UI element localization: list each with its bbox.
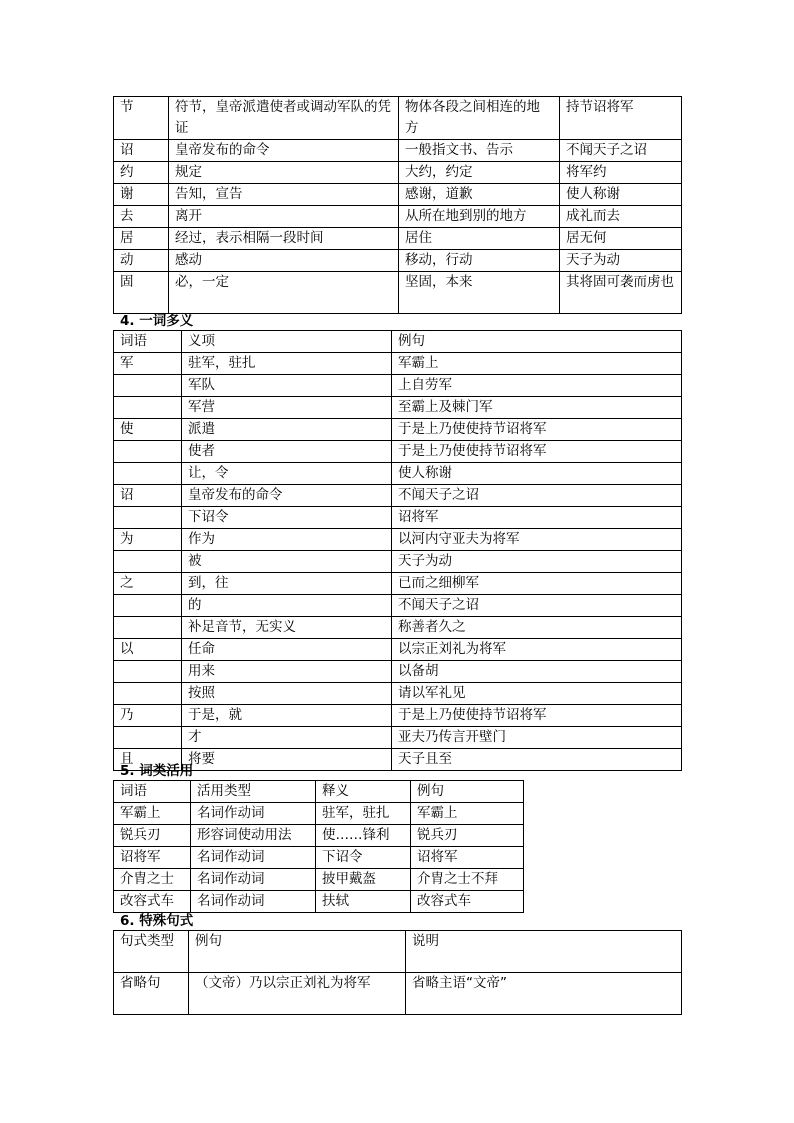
table-cell: 改容式车 — [114, 891, 191, 913]
table-cell: 将要 — [182, 749, 392, 771]
table-cell: 被 — [182, 551, 392, 573]
table-cell: 于是，就 — [182, 705, 392, 727]
table-cell: 乃 — [114, 705, 182, 727]
table-cell: 披甲戴盔 — [316, 869, 411, 891]
table-row — [114, 617, 682, 639]
table-cell: 使人称谢 — [560, 184, 682, 206]
table-cell: 改容式车 — [411, 891, 524, 913]
table-cell: 军营 — [182, 397, 392, 419]
table-cell: 名词作动词 — [191, 803, 316, 825]
table-cell: 于是上乃使使持节诏将军 — [392, 705, 682, 727]
table-cell: 离开 — [169, 206, 399, 228]
table-cell: 诏将军 — [392, 507, 682, 529]
table-cell: 才 — [182, 727, 392, 749]
table-row — [114, 573, 682, 595]
table-cell: 为 — [114, 529, 182, 551]
table-cell: 的 — [182, 595, 392, 617]
table-cell: 锐兵刃 — [114, 825, 191, 847]
table-row — [114, 749, 682, 771]
table-cell: 固 — [114, 272, 169, 314]
table-cell: 去 — [114, 206, 169, 228]
table-row — [114, 463, 682, 485]
header-row — [114, 781, 524, 803]
table-cell: 称善者久之 — [392, 617, 682, 639]
table-row — [114, 272, 682, 314]
table-cell: 以备胡 — [392, 661, 682, 683]
table-cell: 约 — [114, 162, 169, 184]
table-cell: 驻军，驻扎 — [316, 803, 411, 825]
table-cell: 按照 — [182, 683, 392, 705]
table-cell: 节 — [114, 97, 169, 140]
table-row — [114, 250, 682, 272]
column-header: 义项 — [182, 331, 392, 353]
table-cell — [114, 727, 182, 749]
table-cell: 名词作动词 — [191, 847, 316, 869]
table-cell: 必，一定 — [169, 272, 399, 314]
table-cell: 诏将军 — [411, 847, 524, 869]
table-cell: 移动，行动 — [399, 250, 560, 272]
table-row — [114, 507, 682, 529]
table-row — [114, 162, 682, 184]
table-cell: 军霸上 — [392, 353, 682, 375]
table-cell: 请以军礼见 — [392, 683, 682, 705]
table-cell: 感谢，道歉 — [399, 184, 560, 206]
table-cell — [114, 507, 182, 529]
table-cell: 让，令 — [182, 463, 392, 485]
table-row — [114, 419, 682, 441]
table-cell: 以宗正刘礼为将军 — [392, 639, 682, 661]
column-header: 例句 — [392, 331, 682, 353]
table-cell: 成礼而去 — [560, 206, 682, 228]
table-cell: 居无何 — [560, 228, 682, 250]
table-cell: 持节诏将军 — [560, 97, 682, 140]
table-cell: 于是上乃使使持节诏将军 — [392, 419, 682, 441]
table-cell: 用来 — [182, 661, 392, 683]
table-cell: 于是上乃使使持节诏将军 — [392, 441, 682, 463]
table-row — [114, 803, 524, 825]
table-cell: 军霸上 — [114, 803, 191, 825]
table-cell: 皇帝发布的命令 — [169, 140, 399, 162]
table-row — [114, 595, 682, 617]
polysemy-table — [113, 330, 682, 771]
column-header: 词语 — [114, 781, 191, 803]
column-header: 例句 — [411, 781, 524, 803]
column-header: 例句 — [189, 931, 406, 973]
table-row — [114, 847, 524, 869]
table-cell: 形容词使动用法 — [191, 825, 316, 847]
table-row — [114, 869, 524, 891]
section-4-heading: 4. 一词多义 — [120, 313, 194, 329]
table-cell: 使人称谢 — [392, 463, 682, 485]
table-cell: 规定 — [169, 162, 399, 184]
table-cell: 任命 — [182, 639, 392, 661]
word-meaning-comparison-table — [113, 96, 682, 314]
table-cell: 谢 — [114, 184, 169, 206]
table-row — [114, 529, 682, 551]
table-row — [114, 825, 524, 847]
table-row — [114, 206, 682, 228]
table-cell: 天子为动 — [560, 250, 682, 272]
table-cell — [114, 397, 182, 419]
table-cell: 动 — [114, 250, 169, 272]
table-cell: 符节，皇帝派遣使者或调动军队的凭证 — [169, 97, 399, 140]
table-cell: 从所在地到别的地方 — [399, 206, 560, 228]
table-cell: 一般指文书、告示 — [399, 140, 560, 162]
table-cell: 名词作动词 — [191, 869, 316, 891]
table-cell: 上自劳军 — [392, 375, 682, 397]
table-cell: 补足音节，无实义 — [182, 617, 392, 639]
table-cell: 告知，宣告 — [169, 184, 399, 206]
column-header: 词语 — [114, 331, 182, 353]
table-cell: 天子且至 — [392, 749, 682, 771]
table-cell: 居 — [114, 228, 169, 250]
table-cell: 使……锋利 — [316, 825, 411, 847]
table-row — [114, 485, 682, 507]
table-row — [114, 727, 682, 749]
table-row — [114, 184, 682, 206]
table-cell: 介胄之士 — [114, 869, 191, 891]
table-row — [114, 375, 682, 397]
table-cell: 感动 — [169, 250, 399, 272]
table-cell: 下诏令 — [182, 507, 392, 529]
table-cell — [114, 463, 182, 485]
table-cell: （文帝）乃以宗正刘礼为将军 — [189, 973, 406, 1015]
table-cell: 使者 — [182, 441, 392, 463]
table-cell: 下诏令 — [316, 847, 411, 869]
table-cell: 锐兵刃 — [411, 825, 524, 847]
column-header: 活用类型 — [191, 781, 316, 803]
table-cell — [114, 551, 182, 573]
table-cell: 到，往 — [182, 573, 392, 595]
table-cell: 之 — [114, 573, 182, 595]
table-cell: 将军约 — [560, 162, 682, 184]
table-cell: 亚夫乃传言开壁门 — [392, 727, 682, 749]
table-cell: 省略主语“文帝” — [406, 973, 682, 1015]
table-cell: 不闻天子之诏 — [392, 485, 682, 507]
column-header: 说明 — [406, 931, 682, 973]
table-cell: 其将固可袭而虏也 — [560, 272, 682, 314]
table-row — [114, 683, 682, 705]
table-cell: 以河内守亚夫为将军 — [392, 529, 682, 551]
table-cell: 不闻天子之诏 — [560, 140, 682, 162]
header-row — [114, 331, 682, 353]
table-row — [114, 973, 682, 1015]
table-cell: 坚固，本来 — [399, 272, 560, 314]
table-cell: 省略句 — [114, 973, 189, 1015]
table-cell: 大约，约定 — [399, 162, 560, 184]
table-cell: 不闻天子之诏 — [392, 595, 682, 617]
section-6-heading: 6. 特殊句式 — [120, 913, 194, 929]
table-cell: 皇帝发布的命令 — [182, 485, 392, 507]
table-cell — [114, 375, 182, 397]
header-row — [114, 931, 682, 973]
table-row — [114, 441, 682, 463]
table-cell: 军霸上 — [411, 803, 524, 825]
table-row — [114, 705, 682, 727]
table-cell — [114, 617, 182, 639]
table-cell: 居住 — [399, 228, 560, 250]
table-cell: 介胄之士不拜 — [411, 869, 524, 891]
table-row — [114, 891, 524, 913]
table-row — [114, 551, 682, 573]
table-cell: 诏 — [114, 485, 182, 507]
table-row — [114, 228, 682, 250]
table-cell: 诏 — [114, 140, 169, 162]
table-cell — [114, 595, 182, 617]
table-row — [114, 97, 682, 140]
section-5-heading: 5. 词类活用 — [120, 763, 194, 779]
table-cell — [114, 441, 182, 463]
table-cell: 扶轼 — [316, 891, 411, 913]
table-cell: 军队 — [182, 375, 392, 397]
table-cell: 名词作动词 — [191, 891, 316, 913]
word-class-shift-table — [113, 780, 524, 913]
table-cell: 物体各段之间相连的地方 — [399, 97, 560, 140]
table-cell: 已而之细柳军 — [392, 573, 682, 595]
table-row — [114, 353, 682, 375]
table-cell: 驻军，驻扎 — [182, 353, 392, 375]
table-cell: 作为 — [182, 529, 392, 551]
table-cell: 以 — [114, 639, 182, 661]
table-cell: 派遣 — [182, 419, 392, 441]
table-cell: 使 — [114, 419, 182, 441]
special-sentence-table — [113, 930, 682, 1015]
table-row — [114, 397, 682, 419]
column-header: 释义 — [316, 781, 411, 803]
table-cell — [114, 661, 182, 683]
table-cell: 诏将军 — [114, 847, 191, 869]
table-cell: 军 — [114, 353, 182, 375]
table-row — [114, 661, 682, 683]
table-cell: 经过，表示相隔一段时间 — [169, 228, 399, 250]
table-cell: 至霸上及棘门军 — [392, 397, 682, 419]
column-header: 句式类型 — [114, 931, 189, 973]
table-cell: 天子为动 — [392, 551, 682, 573]
table-cell — [114, 683, 182, 705]
table-cell: 且 — [114, 749, 182, 771]
table-row — [114, 140, 682, 162]
table-row — [114, 639, 682, 661]
